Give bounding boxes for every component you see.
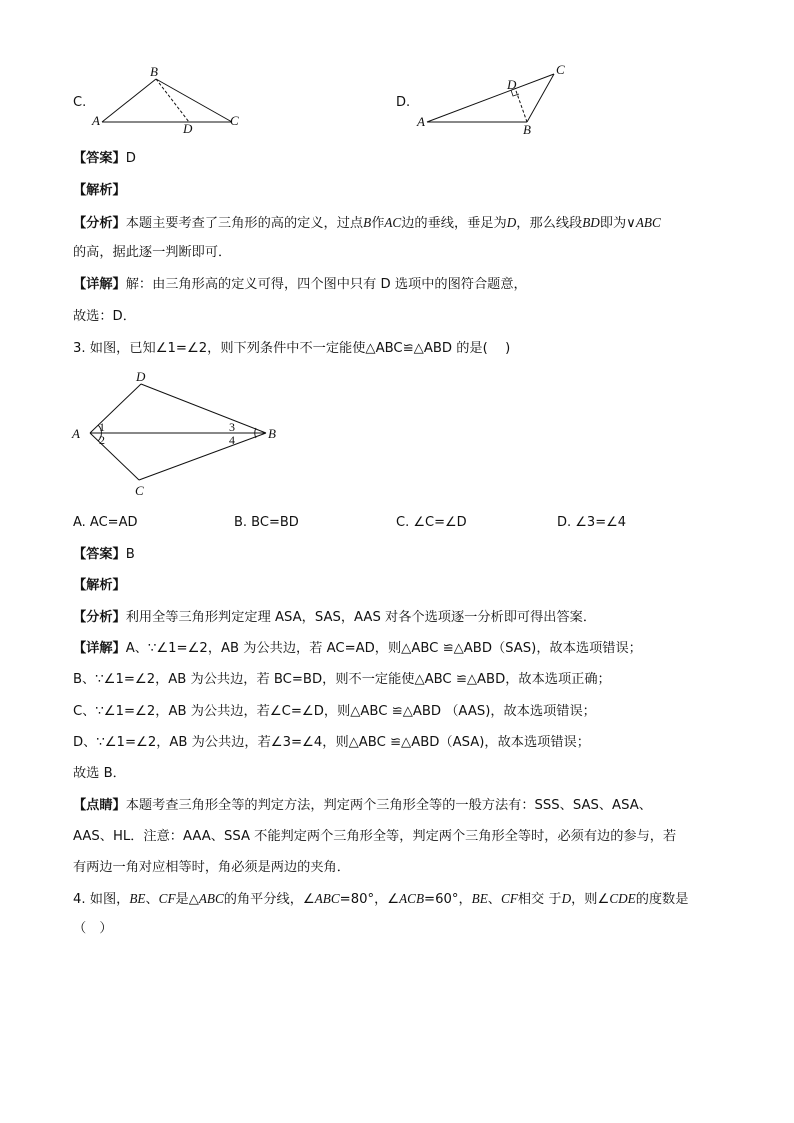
text: 、 (487, 892, 501, 907)
q3-detail-c: C、∵∠1=∠2，AB 为公共边，若∠C=∠D，则△ABC ≌△ABD （AAS)，故本选项错误； (73, 704, 596, 719)
q3-comment-line3: 有两边一角对应相等时，角必须是两边的夹角． (73, 860, 350, 875)
text: 相交 于 (517, 892, 562, 907)
angle-2: 2 (99, 433, 105, 447)
var-ac: AC (384, 215, 402, 230)
edge-bc (156, 79, 232, 122)
q3-kite-figure (70, 368, 290, 503)
edge-ac (90, 433, 139, 480)
dashed-bd (515, 88, 527, 122)
comment-text: 本题考查三角形全等的判定方法，判定两个三角形全等的一般方法有：SSS、SAS、ASA、 (125, 798, 652, 813)
q3-detail-a (73, 640, 642, 658)
var-cf: CF (500, 891, 518, 906)
q3-detail-b: B、∵∠1=∠2，AB 为公共边，若 BC=BD，则不一定能使△ABC ≌△ABD，故本选项正确； (73, 672, 611, 687)
var-b: B (363, 215, 372, 230)
point-b: B (150, 64, 158, 79)
option-d-label: D. (396, 95, 411, 110)
angle-3: 3 (229, 420, 235, 434)
edge-ac (427, 74, 554, 122)
text: 本题主要考查了三角形的高的定义，过点 (125, 216, 364, 231)
angle-4: 4 (229, 433, 235, 447)
point-a: A (92, 113, 100, 128)
point-c: C (135, 483, 144, 498)
answer-value: B (125, 547, 135, 562)
q3-analysis-tag: 【解析】 (73, 578, 126, 593)
q4-stem (73, 890, 688, 909)
edge-cb (139, 433, 266, 480)
q4-paren: （ ） (73, 921, 113, 936)
q3-comment-line2: AAS、HL．注意：AAA、SSA 不能判定两个三角形全等，判定两个三角形全等时，必须有边的参与，若 (73, 829, 677, 844)
point-c: C (230, 113, 239, 128)
text: =80°，∠ (339, 892, 400, 907)
text: 作 (371, 216, 385, 231)
edge-ad (90, 384, 141, 433)
angle-1: 1 (99, 420, 105, 434)
text: 的角平分线，∠ (223, 892, 315, 907)
analysis-head: 【分析】 (73, 216, 126, 231)
answer-tag: 【答案】 (73, 151, 126, 166)
q3-detail-d: D、∵∠1=∠2，AB 为公共边，若∠3=∠4，则△ABC ≌△ABD（ASA)，故本选项错误； (73, 735, 590, 750)
var-bd: BD (582, 215, 600, 230)
q2-answer-line (73, 150, 136, 168)
q2-detail-line (73, 276, 527, 294)
text: ，则∠ (571, 892, 610, 907)
q2-analysis-tag: 【解析】 (73, 183, 126, 198)
text: 是△ (175, 892, 199, 907)
q3-comment-line1 (73, 797, 652, 815)
var-cf: CF (158, 891, 176, 906)
var-d: D (506, 215, 517, 230)
var-abc: ABC (198, 891, 224, 906)
option-a: A. AC=AD (73, 515, 138, 530)
text: ，那么线段 (516, 216, 583, 231)
q3-stem: 3. 如图，已知∠1=∠2，则下列条件中不一定能使△ABC≌△ABD 的是( ) (73, 341, 511, 356)
text: =60°， (424, 892, 472, 907)
point-a: A (417, 114, 425, 129)
detail-text: A、∵∠1=∠2，AB 为公共边，若 AC=AD，则△ABC ≌△ABD（SAS)，故本选项错误； (125, 641, 642, 656)
var-be: BE (471, 891, 488, 906)
detail-text: 解：由三角形高的定义可得，四个图中只有 D 选项中的图符合题意， (125, 277, 527, 292)
point-c: C (556, 62, 565, 77)
point-d: D (183, 121, 193, 136)
edge-db (141, 384, 266, 433)
text: 边的垂线，垂足为 (401, 216, 507, 231)
edge-bc (527, 74, 554, 122)
var-d: D (561, 891, 572, 906)
text: 即为∨ (599, 216, 636, 231)
q3-choose-line: 故选 B． (73, 766, 126, 781)
var-cde: CDE (609, 891, 636, 906)
option-c: C. ∠C=∠D (396, 515, 467, 530)
option-c-label: C. (73, 95, 87, 110)
q2-choose-line: 故选：D． (73, 309, 136, 324)
dashed-bd (156, 79, 189, 122)
analysis-head: 【分析】 (73, 610, 126, 625)
text: 4. 如图， (73, 892, 130, 907)
var-abc: ABC (635, 215, 661, 230)
answer-tag: 【答案】 (73, 547, 126, 562)
point-d: D (507, 77, 517, 92)
option-b: B. BC=BD (234, 515, 299, 530)
comment-head: 【点睛】 (73, 798, 126, 813)
option-d-triangle-figure (415, 62, 575, 142)
text: 、 (145, 892, 159, 907)
point-b: B (523, 122, 531, 137)
var-be: BE (129, 891, 146, 906)
q2-analysis-line2: 的高，据此逐一判断即可． (73, 245, 232, 260)
text: 的度数是 (635, 892, 689, 907)
detail-head: 【详解】 (73, 277, 126, 292)
q2-analysis-line1 (73, 214, 661, 233)
var-abc: ABC (314, 891, 340, 906)
point-b: B (268, 426, 276, 441)
point-a: A (72, 426, 80, 441)
option-c-triangle-figure (90, 65, 250, 135)
analysis-text: 利用全等三角形判定定理 ASA，SAS，AAS 对各个选项逐一分析即可得出答案． (125, 610, 597, 625)
var-acb: ACB (399, 891, 425, 906)
q3-answer-line (73, 546, 135, 564)
edge-ab (102, 79, 156, 122)
point-d: D (136, 369, 146, 384)
option-d: D. ∠3=∠4 (557, 515, 627, 530)
q3-analysis-line (73, 609, 596, 627)
detail-head: 【详解】 (73, 641, 126, 656)
answer-value: D (125, 151, 136, 166)
